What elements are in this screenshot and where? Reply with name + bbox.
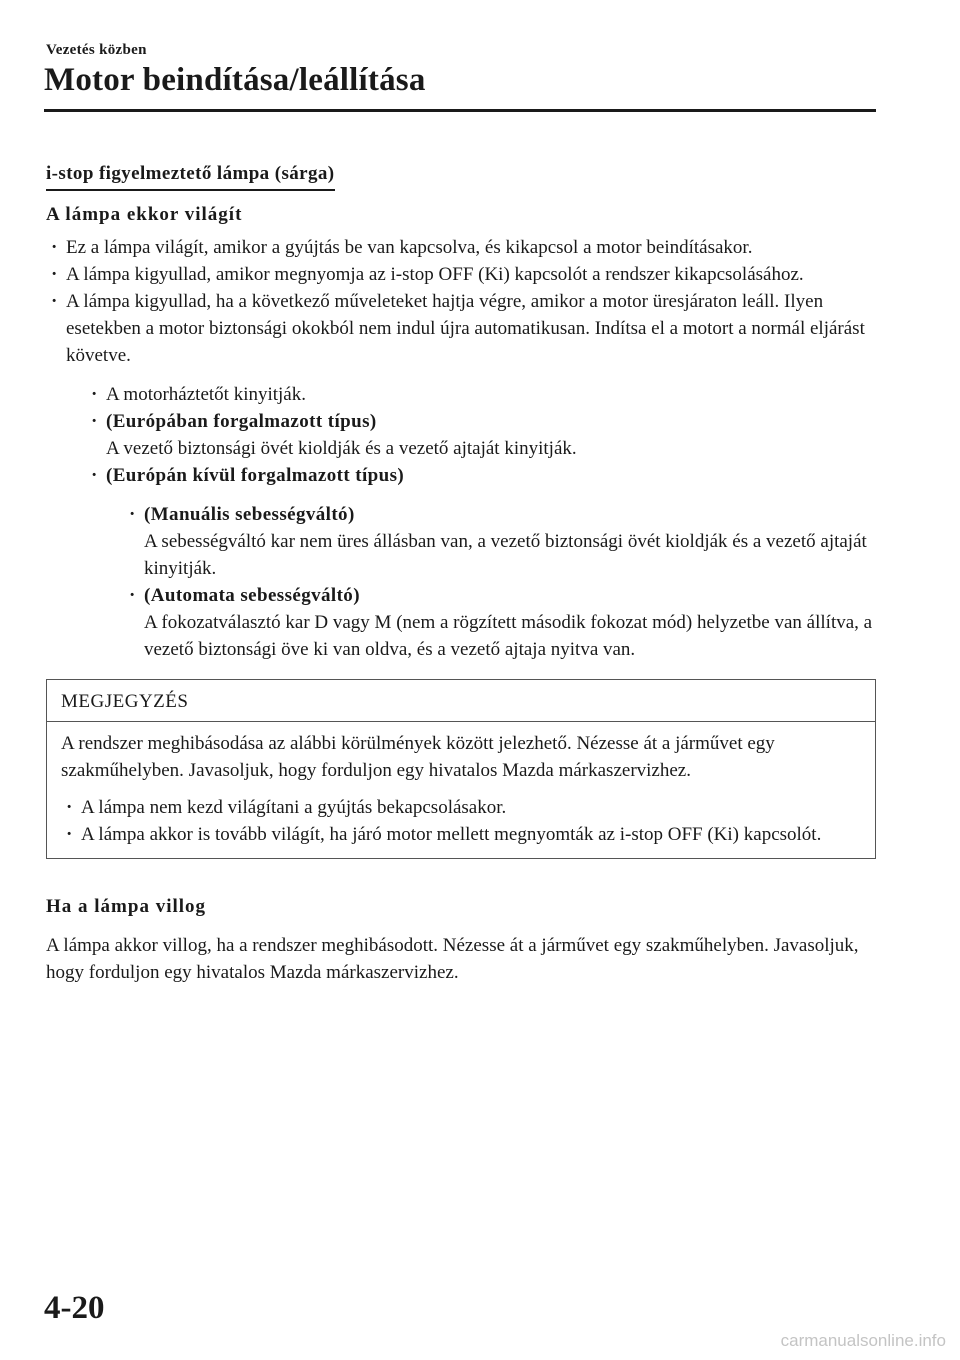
automatic-transmission-heading: · (Automata sebességváltó) (144, 585, 360, 606)
list-item: · A lámpa akkor is tovább világít, ha járó motor mellett megnyomták az i-stop OFF (Ki) kapcsolót. (61, 821, 861, 848)
list-item (86, 462, 878, 663)
list-item (124, 582, 878, 663)
main-content (46, 160, 878, 986)
section-label: Vezetés közben (46, 42, 147, 58)
list-item (46, 288, 878, 663)
note-box (46, 679, 876, 859)
section-heading-warning-lamp: i-stop figyelmeztető lámpa (sárga) (46, 160, 335, 191)
list-item: · A motorháztetőt kinyitják. (86, 381, 878, 408)
flashing-text: A lámpa akkor villog, ha a rendszer meghibásodott. Nézesse át a járművet egy szakműhelyben. Javasoljuk, hogy forduljon egy hivatalos Mazda márkaszervizhez. (46, 935, 859, 983)
subheading-lamp-flashing: Ha a lámpa villog (46, 896, 207, 917)
note-list (61, 794, 861, 848)
list-item: · A lámpa nem kezd világítani a gyújtás bekapcsolásakor. (61, 794, 861, 821)
list-item (86, 408, 878, 462)
note-title: MEGJEGYZÉS (47, 680, 875, 722)
flashing-section (46, 893, 878, 986)
lamp-on-list (46, 234, 878, 663)
list-item: · A lámpa kigyullad, amikor megnyomja az i-stop OFF (Ki) kapcsolót a rendszer kikapcsolásához. (46, 261, 878, 288)
header-divider (44, 109, 876, 112)
list-item (124, 501, 878, 582)
europe-type-heading: · (Európában forgalmazott típus) (106, 411, 377, 432)
page-number: 4-20 (44, 1290, 105, 1326)
outside-europe-heading: · (Európán kívül forgalmazott típus) (106, 465, 405, 486)
europe-type-text: A vezető biztonsági övét kioldják és a vezető ajtaját kinyitják. (106, 438, 577, 459)
subheading-lamp-on: A lámpa ekkor világít (46, 204, 243, 225)
page-title: Motor beindítása/leállítása (44, 62, 426, 98)
manual-transmission-heading: · (Manuális sebességváltó) (144, 504, 355, 525)
transmission-list (124, 501, 878, 663)
manual-transmission-text: A sebességváltó kar nem üres állásban van, a vezető biztonsági övét kioldják és a vezető ajtaját kinyitják. (144, 531, 867, 579)
list-item-text: A lámpa kigyullad, ha a következő műveleteket hajtja végre, amikor a motor üresjáraton leáll. Ilyen esetekben a motor biztonsági okokból nem indul újra automatikusan. Indítsa el a motort a normál eljárást követve. (66, 291, 865, 366)
conditions-list (86, 381, 878, 663)
automatic-transmission-text: A fokozatválasztó kar D vagy M (nem a rögzített második fokozat mód) helyzetbe van állítva, a vezető biztonsági öve ki van oldva, és a vezető ajtaja nyitva van. (144, 612, 873, 660)
note-text: A rendszer meghibásodása az alábbi körülmények között jelezhető. Nézesse át a járművet egy szakműhelyben. Javasoljuk, hogy forduljon egy hivatalos Mazda márkaszervizhez. (61, 733, 775, 781)
list-item: · Ez a lámpa világít, amikor a gyújtás be van kapcsolva, és kikapcsol a motor beindításakor. (46, 234, 878, 261)
note-body (47, 722, 875, 858)
watermark: carmanualsonline.info (780, 1331, 946, 1350)
